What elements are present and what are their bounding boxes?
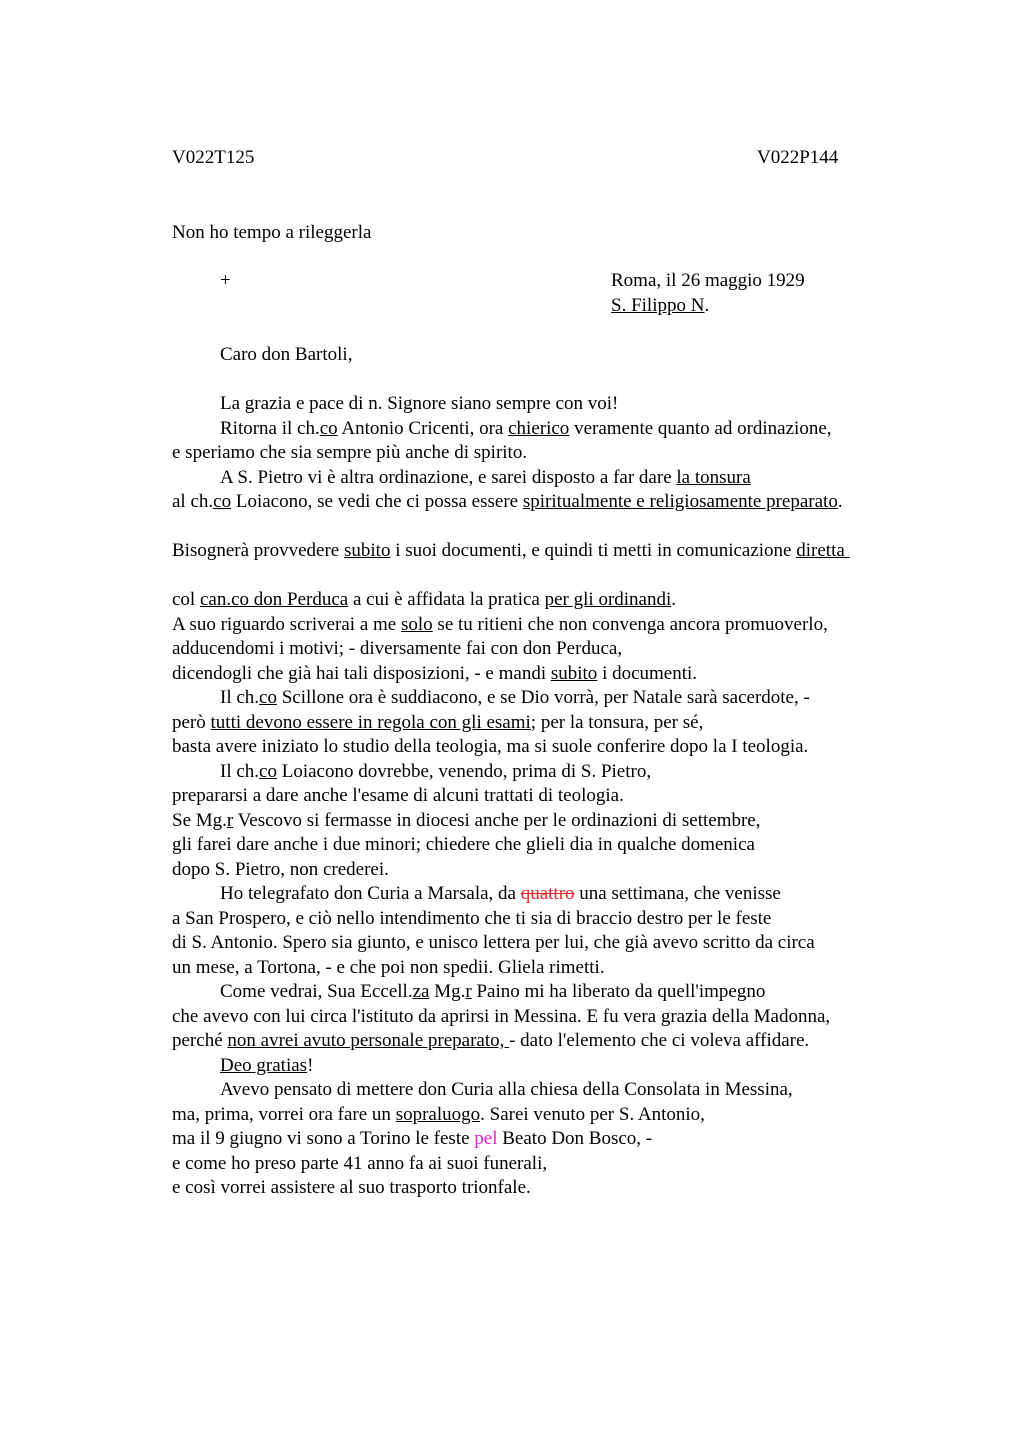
text-run: Beato Don Bosco, - — [497, 1128, 653, 1149]
text-run: . — [837, 491, 843, 512]
letter-line — [172, 1054, 932, 1079]
underlined-text: co — [259, 760, 277, 782]
text-run: Il ch. — [220, 687, 260, 708]
text-run: Mg. — [429, 981, 466, 1002]
letter-line — [172, 539, 932, 564]
text-run: i documenti. — [597, 662, 698, 684]
underlined-text: co — [213, 491, 232, 512]
text-run: La grazia e pace di n. Signore siano sempre con voi! — [220, 393, 619, 414]
letter-line — [172, 1152, 932, 1177]
text-run: prepararsi a dare anche l'esame di alcuni trattati di teologia. — [172, 785, 624, 806]
letter-line — [172, 490, 932, 515]
text-run: - dato l'elemento che ci voleva affidare. — [509, 1030, 810, 1051]
feast-day-label: S. Filippo N — [611, 295, 705, 316]
text-run: Come vedrai, Sua Eccell. — [220, 981, 413, 1002]
letter-line — [172, 760, 932, 785]
paragraph-gap — [172, 515, 932, 540]
letter-line — [172, 931, 932, 956]
text-run: e così vorrei assistere al suo trasporto trionfale. — [172, 1177, 531, 1198]
underlined-text: chierico — [508, 417, 570, 439]
cross-mark: + — [220, 270, 231, 291]
underlined-text: la tonsura — [676, 466, 751, 488]
letter-line — [172, 1005, 932, 1030]
margin-note: Non ho tempo a rileggerla — [172, 222, 372, 243]
text-run: e speriamo che sia sempre più anche di spirito. — [172, 442, 528, 463]
underlined-text: non avrei avuto personale preparato, — [227, 1030, 510, 1051]
underlined-text: spiritualmente e religiosamente preparato — [522, 491, 838, 512]
underlined-text: co — [259, 687, 277, 708]
text-run: Paino mi ha liberato da quell'impegno — [471, 981, 766, 1002]
text-run: di S. Antonio. Spero sia giunto, e unisco lettera per lui, che già avevo scritto da circa — [172, 932, 815, 953]
letter-line — [172, 1029, 932, 1054]
letter-line — [172, 662, 932, 687]
header-left-code: V022T125 — [172, 147, 255, 168]
text-run: Avevo pensato di mettere don Curia alla chiesa della Consolata in Messina, — [220, 1079, 793, 1100]
text-run: se tu ritieni che non convenga ancora promuoverlo, — [432, 613, 828, 635]
text-run: Loiacono, se vedi che ci possa essere — [231, 491, 523, 512]
letter-line — [172, 1078, 932, 1103]
text-run: a San Prospero, e ciò nello intendimento che ti sia di braccio destro per le feste — [172, 907, 772, 929]
underlined-text: diretta — [796, 540, 850, 561]
text-run: . — [671, 589, 677, 610]
underlined-text: subito — [550, 662, 598, 684]
letter-line — [172, 686, 932, 711]
letter-line — [172, 882, 932, 907]
text-run: Vescovo si fermasse in diocesi anche per le ordinazioni di settembre, — [233, 809, 761, 831]
text-run: Antonio Cricenti, ora — [337, 417, 509, 439]
text-run: una settimana, che venisse — [574, 883, 781, 904]
text-run: basta avere iniziato lo studio della teologia, ma si suole conferire dopo la I teologia. — [172, 736, 809, 757]
paragraph-gap — [172, 564, 932, 589]
letter-line — [172, 907, 932, 932]
text-run: dopo S. Pietro, non crederei. — [172, 858, 389, 880]
letter-line — [172, 392, 932, 417]
text-run: ; per la tonsura, per sé, — [530, 711, 704, 733]
text-run: Se Mg. — [172, 809, 227, 831]
text-run: i suoi documenti, e quindi ti metti in comunicazione — [390, 540, 797, 561]
letter-line — [172, 1127, 932, 1152]
salutation: Caro don Bartoli, — [220, 344, 353, 365]
underlined-text: subito — [344, 540, 391, 561]
text-run: A suo riguardo scriverai a me — [172, 613, 401, 635]
text-run: Ritorna il ch. — [220, 417, 320, 439]
letter-line — [172, 784, 932, 809]
letter-line — [172, 809, 932, 834]
text-run: Scillone ora è suddiacono, e se Dio vorrà, per Natale sarà sacerdote, - — [276, 687, 810, 708]
letter-line — [172, 858, 932, 883]
underlined-text: Deo gratias — [220, 1054, 308, 1076]
feast-day — [611, 294, 709, 319]
letter-line — [172, 1103, 932, 1128]
letter-line — [172, 735, 932, 760]
text-run: adducendomi i motivi; - diversamente fai con don Perduca, — [172, 638, 623, 659]
underlined-text: solo — [400, 613, 433, 635]
text-run: al ch. — [172, 491, 214, 512]
text-run: ! — [307, 1054, 314, 1076]
text-run: e come ho preso parte 41 anno fa ai suoi funerali, — [172, 1152, 548, 1174]
letter-line — [172, 637, 932, 662]
text-run: però — [172, 711, 211, 733]
letter-line — [172, 466, 932, 491]
text-run: ma il 9 giugno vi sono a Torino le feste — [172, 1128, 475, 1149]
text-run: gli farei dare anche i due minori; chiedere che glieli dia in qualche domenica — [172, 834, 755, 855]
underlined-text: r — [226, 809, 234, 831]
text-run: A S. Pietro vi è altra ordinazione, e sarei disposto a far dare — [220, 466, 677, 488]
underlined-text: r — [465, 981, 472, 1002]
letter-line — [172, 588, 932, 613]
letter-line — [172, 833, 932, 858]
text-run: dicendogli che già hai tali disposizioni, - e mandi — [172, 662, 551, 684]
text-run: Il ch. — [220, 760, 260, 782]
letter-line — [172, 711, 932, 736]
text-run: veramente quanto ad ordinazione, — [569, 417, 832, 439]
underlined-text: sopraluogo — [395, 1103, 481, 1125]
letter-line — [172, 980, 932, 1005]
header-right-code: V022P144 — [757, 147, 839, 168]
text-run: Bisognerà provvedere — [172, 540, 344, 561]
text-run: col — [172, 589, 200, 610]
letter-line — [172, 417, 932, 442]
letter-body — [172, 392, 932, 1201]
underlined-text: per gli ordinandi — [544, 589, 672, 610]
text-run: ma, prima, vorrei ora fare un — [172, 1103, 396, 1125]
underlined-text: za — [412, 981, 430, 1002]
letter-line — [172, 613, 932, 638]
text-run: un mese, a Tortona, - e che poi non spedii. Gliela rimetti. — [172, 956, 605, 978]
text-run: a cui è affidata la pratica — [348, 589, 545, 610]
text-run: perché — [172, 1030, 228, 1051]
text-run: che avevo con lui circa l'istituto da aprirsi in Messina. E fu vera grazia della Madonna, — [172, 1005, 831, 1027]
letter-line — [172, 441, 932, 466]
underlined-text: can.co don Perduca — [199, 589, 349, 610]
inserted-text: pel — [474, 1128, 498, 1149]
text-run: Ho telegrafato don Curia a Marsala, da — [220, 883, 521, 904]
underlined-text: co — [319, 417, 338, 439]
text-run: . Sarei venuto per S. Antonio, — [480, 1103, 705, 1125]
struck-text: quattro — [520, 883, 575, 904]
place-date: Roma, il 26 maggio 1929 — [611, 270, 805, 291]
text-run: Loiacono dovrebbe, venendo, prima di S. Pietro, — [276, 760, 652, 782]
letter-line — [172, 1176, 932, 1201]
letter-line — [172, 956, 932, 981]
underlined-text: tutti devono essere in regola con gli esami — [210, 711, 531, 733]
feast-day-suffix: . — [704, 295, 710, 316]
